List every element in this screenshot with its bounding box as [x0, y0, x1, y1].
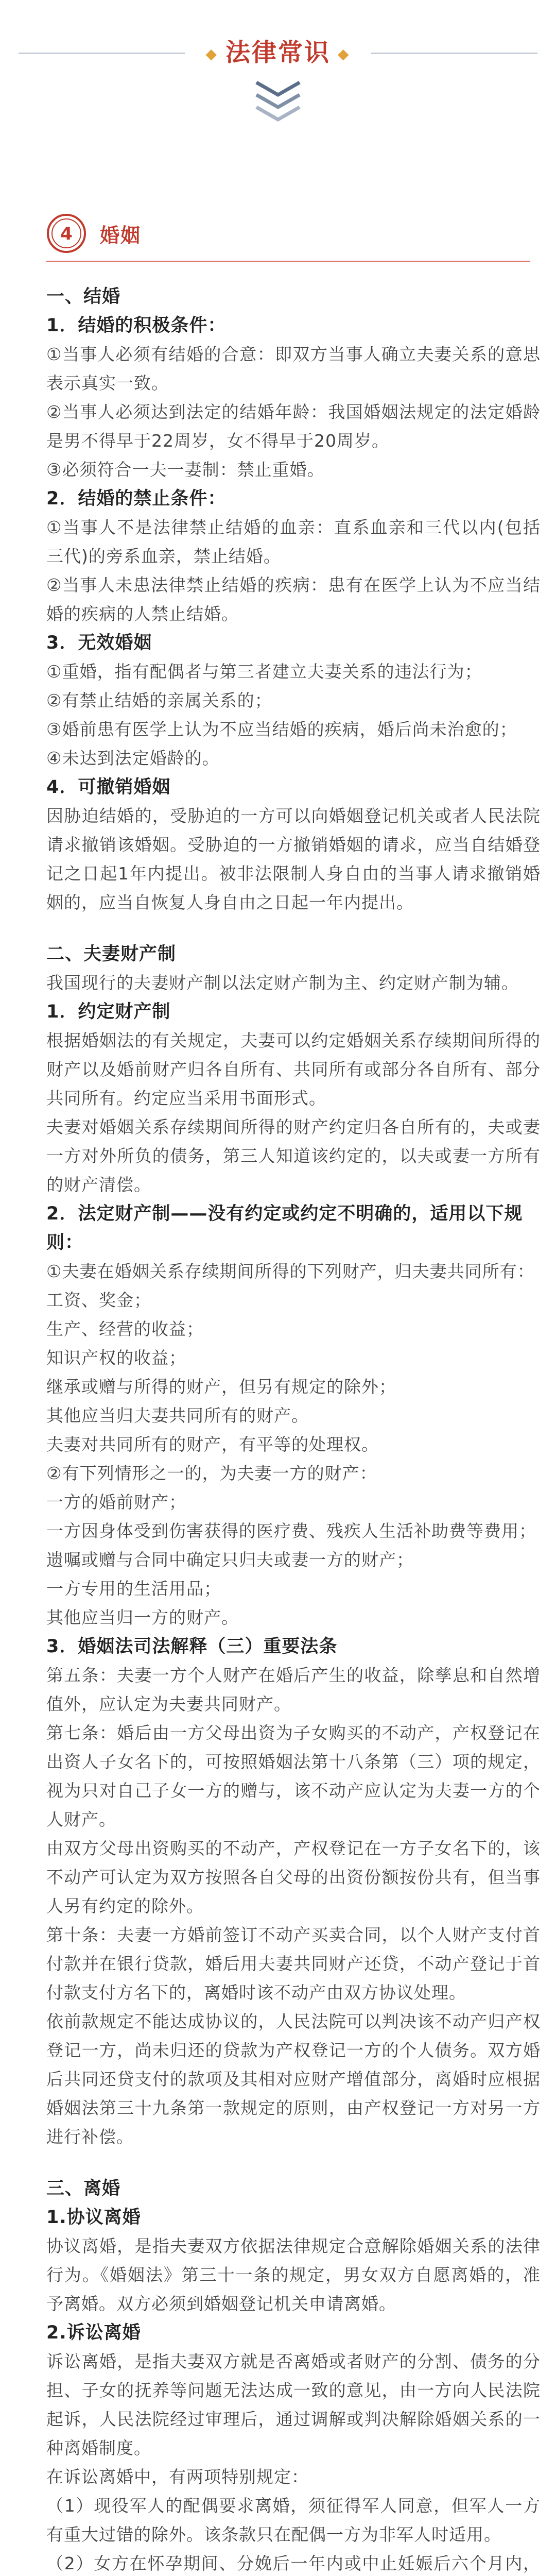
body-paragraph: ①当事人必须有结婚的合意：即双方当事人确立夫妻关系的意思表示真实一致。 — [46, 344, 541, 393]
body-paragraph: ①夫妻在婚姻关系存续期间所得的下列财产，归夫妻共同所有： — [46, 1261, 535, 1281]
body-paragraph: 生产、经营的收益； — [46, 1319, 204, 1339]
body-paragraph: 依前款规定不能达成协议的，人民法院可以判决该不动产归产权登记一方，尚未归还的贷款为产权登记一方的个人债务。双方婚后共同还贷支付的款项及其相对应财产增值部分，离婚时应根据婚姻法第三十九条第一款规定的原则，由产权登记一方对另一方进行补偿。 — [46, 2011, 541, 2147]
body-paragraph: 继承或赠与所得的财产，但另有规定的除外； — [46, 1377, 396, 1397]
body-paragraph: ③婚前患有医学上认为不应当结婚的疾病，婚后尚未治愈的； — [46, 719, 517, 739]
body-paragraph: 夫妻对共同所有的财产，有平等的处理权。 — [46, 1434, 379, 1454]
body-paragraph: 根据婚姻法的有关规定，夫妻可以约定婚姻关系存续期间所得的财产以及婚前财产归各自所有、共同所有或部分各自所有、部分共同所有。约定应当采用书面形式。 — [46, 1030, 541, 1108]
body-paragraph: 遗嘱或赠与合同中确定只归夫或妻一方的财产； — [46, 1550, 414, 1570]
body-paragraph: 夫妻对婚姻关系存续期间所得的财产约定归各自所有的，夫或妻一方对外所负的债务，第三人知道该约定的，以夫或妻一方所有的财产清偿。 — [46, 1117, 541, 1195]
sub-heading: 1．约定财产制 — [46, 1002, 171, 1022]
section-divider — [46, 261, 530, 262]
section-heading: 三、离婚 — [46, 2178, 121, 2199]
section-number-badge — [46, 213, 86, 253]
sub-heading: 2．法定财产制——没有约定或约定不明确的，适用以下规则： — [46, 1204, 523, 1253]
section-header — [46, 212, 530, 256]
body-paragraph: 在诉讼离婚中，有两项特别规定： — [46, 2467, 309, 2487]
body-paragraph: 因胁迫结婚的，受胁迫的一方可以向婚姻登记机关或者人民法院请求撤销该婚姻。受胁迫的一方撤销婚姻的请求，应当自结婚登记之日起1年内提出。被非法限制人身自由的当事人请求撤销婚姻的，应当自恢复人身自由之日起一年内提出。 — [46, 806, 541, 912]
banner — [0, 0, 556, 129]
body-paragraph: 第五条：夫妻一方个人财产在婚后产生的收益，除孳息和自然增值外，应认定为夫妻共同财产。 — [46, 1665, 541, 1714]
body-paragraph: 由双方父母出资购买的不动产，产权登记在一方子女名下的，该不动产可认定为双方按照各自父母的出资份额按份共有，但当事人另有约定的除外。 — [46, 1838, 541, 1916]
sub-heading: 3．婚姻法司法解释（三）重要法条 — [46, 1636, 338, 1657]
body-paragraph: ②当事人未患法律禁止结婚的疾病：患有在医学上认为不应当结婚的疾病的人禁止结婚。 — [46, 575, 541, 624]
diamond-icon: ◆ — [205, 45, 218, 62]
body-paragraph: 知识产权的收益； — [46, 1348, 186, 1368]
body-paragraph: ②有下列情形之一的，为夫妻一方的财产： — [46, 1463, 377, 1483]
body-paragraph: 诉讼离婚，是指夫妻双方就是否离婚或者财产的分割、债务的分担、子女的抚养等问题无法达成一致的意见，由一方向人民法院起诉，人民法院经过审理后，通过调解或判决解除婚姻关系的一种离婚制度。 — [46, 2351, 541, 2458]
banner-title-text: 法律常识 — [225, 38, 331, 67]
article-body — [46, 268, 541, 2576]
section-heading: 二、夫妻财产制 — [46, 944, 177, 964]
body-paragraph: （2）女方在怀孕期间、分娩后一年内或中止妊娠后六个月内， — [46, 2553, 541, 2573]
body-paragraph: 第十条：夫妻一方婚前签订不动产买卖合同，以个人财产支付首付款并在银行贷款，婚后用夫妻共同财产还贷，不动产登记于首付款支付方名下的，离婚时该不动产由双方协议处理。 — [46, 1925, 541, 2003]
body-paragraph: ①重婚，指有配偶者与第三者建立夫妻关系的违法行为； — [46, 662, 482, 682]
body-paragraph: ④未达到法定婚龄的。 — [46, 748, 220, 768]
sub-heading: 2.诉讼离婚 — [46, 2323, 141, 2343]
sub-heading: 1．结婚的积极条件： — [46, 315, 227, 336]
body-paragraph: 一方专用的生活用品； — [46, 1579, 221, 1599]
body-paragraph: 其他应当归一方的财产。 — [46, 1607, 239, 1628]
sub-heading: 1.协议离婚 — [46, 2207, 141, 2228]
body-paragraph: ②有禁止结婚的亲属关系的； — [46, 690, 272, 710]
chevron-down-icon — [247, 77, 309, 129]
body-paragraph: ①当事人不是法律禁止结婚的血亲：直系血亲和三代以内(包括三代)的旁系血亲，禁止结婚。 — [46, 517, 541, 566]
section-title: 婚姻 — [100, 224, 142, 247]
body-paragraph: 一方的婚前财产； — [46, 1492, 186, 1512]
section-heading: 一、结婚 — [46, 286, 121, 307]
body-paragraph: 其他应当归夫妻共同所有的财产。 — [46, 1405, 309, 1426]
sub-heading: 4．可撤销婚姻 — [46, 777, 171, 798]
sub-heading: 2．结婚的禁止条件： — [46, 488, 227, 509]
diamond-icon: ◆ — [338, 45, 351, 62]
body-paragraph: 我国现行的夫妻财产制以法定财产制为主、约定财产制为辅。 — [46, 973, 519, 993]
body-paragraph: 一方因身体受到伤害获得的医疗费、残疾人生活补助费等费用； — [46, 1521, 536, 1541]
section-number: 4 — [60, 224, 73, 244]
body-paragraph: 工资、奖金； — [46, 1290, 151, 1310]
sub-heading: 3．无效婚姻 — [46, 633, 152, 653]
body-paragraph: （1）现役军人的配偶要求离婚，须征得军人同意，但军人一方有重大过错的除外。该条款只在配偶一方为非军人时适用。 — [46, 2496, 541, 2545]
body-paragraph: ②当事人必须达到法定的结婚年龄：我国婚姻法规定的法定婚龄是男不得早于22周岁，女不得早于20周岁。 — [46, 402, 541, 451]
body-paragraph: 第七条：婚后由一方父母出资为子女购买的不动产，产权登记在出资人子女名下的，可按照婚姻法第十八条第（三）项的规定，视为只对自己子女一方的赠与，该不动产应认定为夫妻一方的个人财产。 — [46, 1723, 541, 1829]
banner-title — [185, 36, 371, 71]
body-paragraph: 协议离婚，是指夫妻双方依据法律规定合意解除婚姻关系的法律行为。《婚姻法》第三十一条的规定，男女双方自愿离婚的，准予离婚。双方必须到婚姻登记机关申请离婚。 — [46, 2236, 541, 2314]
body-paragraph: ③必须符合一夫一妻制：禁止重婚。 — [46, 460, 325, 480]
